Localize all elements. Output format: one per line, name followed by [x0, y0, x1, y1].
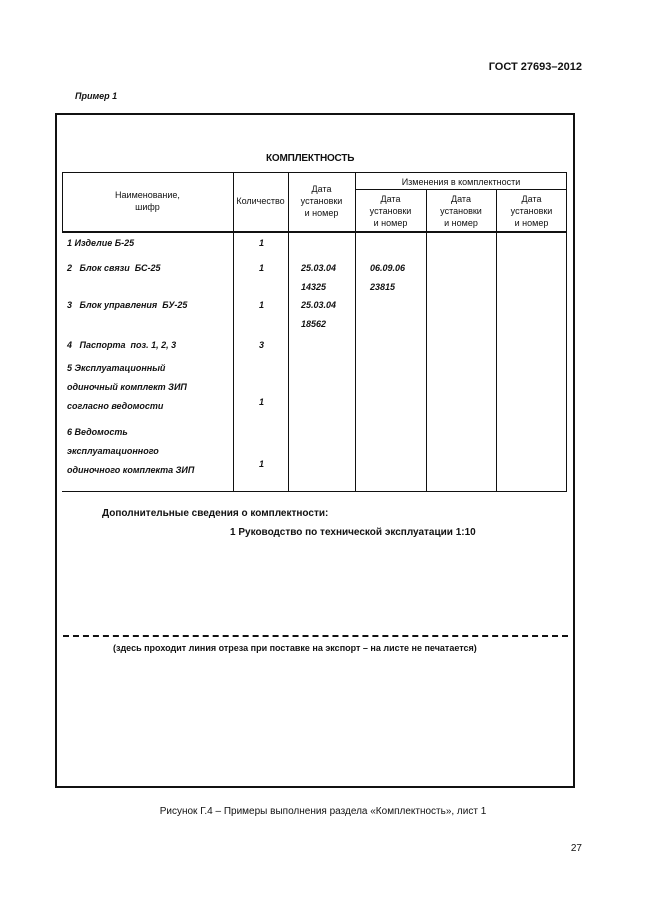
table-bottom-rule: [62, 491, 567, 492]
row-4-qty: 3: [259, 340, 265, 350]
row-5-qty: 1: [259, 397, 265, 407]
cut-line: [63, 635, 568, 637]
row-3-name: 3 Блок управления БУ-25: [67, 300, 188, 310]
header-change-2: Дата установки и номер: [440, 194, 482, 228]
example-label: Пример 1: [75, 91, 118, 101]
row-3-qty: 1: [259, 300, 265, 310]
row-5-name: 5 Эксплуатационный одиночный комплект ЗИП согласно ведомости: [67, 363, 187, 411]
page-number: 27: [570, 843, 582, 854]
row-2-date: 25.03.04 14325: [301, 263, 337, 292]
row-2-name: 2 Блок связи БС-25: [67, 263, 161, 273]
additional-info: Дополнительные сведения о комплектности:: [102, 508, 329, 519]
row-1-name: 1 Изделие Б-25: [67, 238, 135, 248]
header-name: Наименование, шифр: [115, 190, 180, 212]
row-3-date: 25.03.04 18562: [301, 300, 337, 329]
header-change-3: Дата установки и номер: [510, 194, 553, 228]
figure-caption: Рисунок Г.4 – Примеры выполнения раздела «Комплектность», лист 1: [159, 806, 487, 817]
completeness-table: [62, 172, 567, 492]
col-rule-5: [496, 189, 497, 492]
cut-line-note: (здесь проходит линия отреза при поставке на экспорт – на листе не печатается): [113, 643, 477, 653]
header-install-date: Дата установки и номер: [300, 184, 343, 218]
standard-number: ГОСТ 27693–2012: [488, 61, 582, 73]
table-header-rule: [62, 231, 567, 233]
row-6-name: 6 Ведомость эксплуатационного одиночного комплекта ЗИП: [67, 427, 195, 475]
row-1-qty: 1: [259, 238, 265, 248]
header-changes: Изменения в комплектности: [401, 177, 521, 187]
changes-subheader-rule: [355, 189, 567, 190]
manual-item: 1 Руководство по технической эксплуатации 1:10: [230, 527, 476, 538]
row-2-change: 06.09.06 23815: [370, 263, 406, 292]
col-rule-1: [233, 172, 234, 492]
table-top-rule: [62, 172, 567, 173]
header-change-1: Дата установки и номер: [369, 194, 412, 228]
row-4-name: 4 Паспорта поз. 1, 2, 3: [67, 340, 177, 350]
form-title: КОМПЛЕКТНОСТЬ: [266, 153, 355, 164]
col-rule-2: [288, 172, 289, 492]
row-6-qty: 1: [259, 459, 265, 469]
col-rule-4: [426, 189, 427, 492]
header-qty: Количество: [236, 196, 285, 206]
row-2-qty: 1: [259, 263, 265, 273]
